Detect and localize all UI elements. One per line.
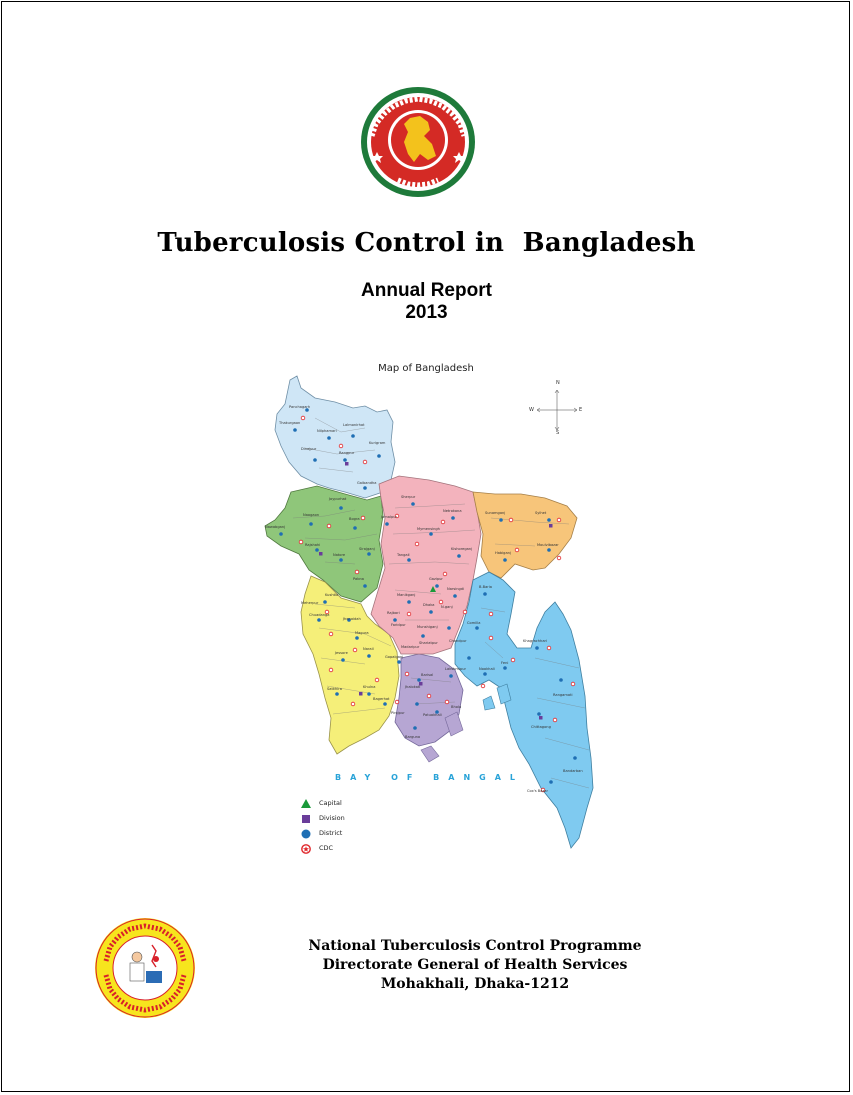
compass-north: N — [556, 380, 560, 386]
footer-directorate: Directorate General of Health Services — [322, 957, 628, 973]
label-meherpur: Meherpur — [301, 601, 319, 605]
footer-address: Mohakhali, Dhaka-1212 — [380, 976, 570, 992]
label-magura: Magura — [355, 631, 369, 635]
label-netrokona: Netrokona — [443, 509, 462, 513]
label-barguna: Barguna — [405, 735, 421, 739]
label-gazipur: Gazipur — [429, 577, 443, 581]
label-rajbari: Rajbari — [387, 611, 400, 615]
label-bhola: Bhola — [451, 705, 462, 709]
bay-label: BAY OF BANGAL — [335, 773, 524, 782]
label-thakurgaon: Thakurgaon — [279, 421, 301, 425]
report-type: Annual Report — [361, 280, 492, 301]
label-panchagarh: Panchagarh — [289, 405, 311, 409]
label-jessore: Jessore — [335, 651, 348, 655]
label-mymensingh: Mymensingh — [417, 527, 440, 531]
label-khulna: Khulna — [363, 685, 376, 689]
label-tangail: Tangail — [397, 553, 410, 557]
label-satkhira: Satkhira — [327, 687, 342, 691]
label-kishoreganj: Kishoreganj — [451, 547, 473, 551]
label-khagrachhari: Khagrachhari — [523, 639, 548, 643]
label-dinajpur: Dinajpur — [301, 447, 317, 451]
label-jamalpur: Jamalpur — [381, 515, 397, 519]
label-rangamati: Rangamati — [553, 693, 573, 697]
government-seal-logo — [358, 84, 478, 200]
label-bandarban: Bandarban — [563, 769, 583, 773]
compass-south: S — [556, 430, 560, 436]
label-barisal: Barisal — [421, 673, 434, 677]
label-pirojpur: Pirojpur — [391, 711, 405, 715]
label-moulvibazar: Moulvibazar — [537, 543, 559, 547]
label-joypurhat: Joypurhat — [329, 497, 347, 501]
label-dhaka: Dhaka — [423, 603, 435, 607]
red-star-circle-icon — [301, 844, 311, 854]
legend-division: Division — [301, 811, 345, 826]
blue-circle-icon — [301, 829, 311, 839]
bangladesh-map — [245, 358, 607, 862]
label-kushtia: Kushtia — [325, 593, 339, 597]
label-naogaon: Naogaon — [303, 513, 320, 517]
label-nawabganj: Nawabganj — [265, 525, 286, 529]
label-nilphamari: Nilphamari — [317, 429, 337, 433]
label-pabna: Pabna — [353, 577, 364, 581]
label-jhenaidah: Jhenaidah — [343, 617, 361, 621]
report-year: 2013 — [405, 302, 448, 323]
label-rajshahi: Rajshahi — [305, 543, 321, 547]
label-manikganj: Manikganj — [397, 593, 416, 597]
label-sunamganj: Sunamganj — [485, 511, 506, 515]
label-chittagong: Chittagong — [531, 725, 551, 729]
label-madaripur: Madaripur — [401, 645, 420, 649]
legend-cdc: CDC — [301, 841, 345, 856]
label-n-ganj: N.ganj — [441, 605, 453, 609]
label-munshiganj: Munshiganj — [417, 625, 438, 629]
label-gopalganj: Gopalganj — [385, 655, 404, 659]
legend-district: District — [301, 826, 345, 841]
label-chuadanga: Chuadanga — [309, 613, 330, 617]
label-natore: Natore — [333, 553, 346, 557]
label-gaibandha: Gaibandha — [357, 481, 377, 485]
green-triangle-icon — [301, 799, 311, 809]
compass-west: W — [529, 407, 534, 413]
label-habiganj: Habiganj — [495, 551, 511, 555]
label-b-baria: B.Baria — [479, 585, 492, 589]
compass-east: E — [579, 407, 583, 413]
label-sherpur: Sherpur — [401, 495, 416, 499]
document-title: Tuberculosis Control in Bangladesh — [157, 228, 696, 258]
label-narail: Narail — [363, 647, 374, 651]
ntp-logo — [94, 917, 196, 1019]
label-patuakhali: Patuakhali — [423, 713, 442, 717]
legend-capital: Capital — [301, 796, 345, 811]
label-chandpur: Chandpur — [449, 639, 467, 643]
label-rangpur: Rangpur — [339, 451, 355, 455]
label-jhalokati: Jhalokati — [405, 685, 421, 689]
label-bogra: Bogra — [349, 517, 360, 521]
label-comilla: Comilla — [467, 621, 481, 625]
label-faridpur: Faridpur — [391, 623, 406, 627]
label-narsingdi: Narsingdi — [447, 587, 465, 591]
label-sylhet: Sylhet — [535, 511, 547, 515]
label-lalmonirhat: Lalmonirhat — [343, 423, 365, 427]
purple-square-icon — [301, 814, 311, 824]
label-bagerhat: Bagerhat — [373, 697, 390, 701]
label-shariatpur: Shariatpur — [419, 641, 438, 645]
footer-programme: National Tuberculosis Control Programme — [308, 938, 642, 954]
label-noakhali: Noakhali — [479, 667, 495, 671]
label-sirajganj: Sirajganj — [359, 547, 375, 551]
map-legend — [301, 796, 345, 856]
label-lakshmipur: Lakshmipur — [445, 667, 466, 671]
label-coxs-bazar: Cox's Bazar — [527, 789, 548, 793]
map-title: Map of Bangladesh — [378, 363, 474, 374]
label-feni: Feni — [501, 661, 509, 665]
label-kurigram: Kurigram — [369, 441, 386, 445]
